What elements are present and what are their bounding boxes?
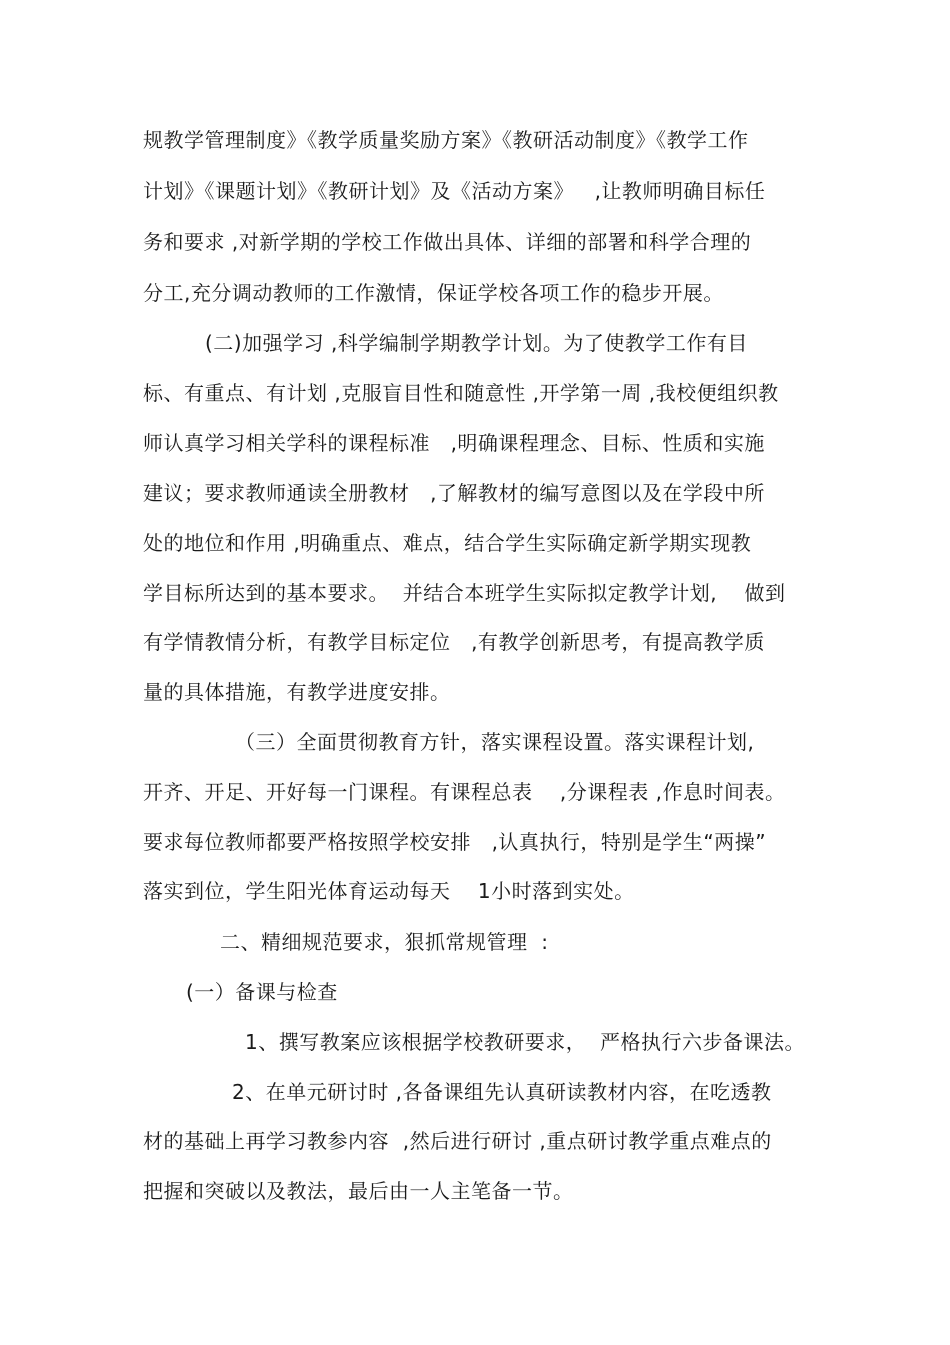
paragraph-line-12: 量的具体措施，有教学进度安排。 (143, 680, 451, 704)
paragraph-line-8: 建议；要求教师通读全册教材 ,了解教材的编写意图以及在学段中所 (143, 481, 765, 505)
paragraph-line-11: 有学情教情分析，有教学目标定位 ,有教学创新思考，有提高教学质 (143, 630, 765, 654)
paragraph-line-2: 计划》《课题计划》《教研计划》及《活动方案》 ,让教师明确目标任 (143, 179, 766, 203)
list-item-1: 1、撰写教案应该根据学校教研要求， 严格执行六步备课法。 (245, 1030, 805, 1054)
paragraph-line-21: 材的基础上再学习教参内容 ,然后进行研讨 ,重点研讨教学重点难点的 (143, 1129, 772, 1153)
paragraph-line-22: 把握和突破以及教法，最后由一人主笔备一节。 (143, 1179, 574, 1203)
section-heading-3-line: （三）全面贯彻教育方针，落实课程设置。落实课程计划, (235, 730, 755, 754)
paragraph-line-1: 规教学管理制度》《教学质量奖励方案》《教研活动制度》《教学工作 (143, 128, 749, 152)
subsection-heading-prep: (一）备课与检查 (186, 980, 338, 1004)
paragraph-line-6: 标、有重点、有计划 ,克服盲目性和随意性 ,开学第一周 ,我校便组织教 (143, 381, 779, 405)
paragraph-line-10: 学目标所达到的基本要求。 并结合本班学生实际拟定教学计划, 做到 (143, 581, 786, 605)
paragraph-line-4: 分工,充分调动教师的工作激情，保证学校各项工作的稳步开展。 (143, 281, 724, 305)
list-item-2: 2、在单元研讨时 ,各备课组先认真研读教材内容，在吃透教 (232, 1080, 772, 1104)
paragraph-line-7: 师认真学习相关学科的课程标准 ,明确课程理念、目标、性质和实施 (143, 431, 765, 455)
paragraph-line-16: 落实到位，学生阳光体育运动每天 1小时落到实处。 (143, 879, 635, 903)
chapter-heading-2: 二、精细规范要求，狠抓常规管理 : (220, 930, 549, 954)
paragraph-line-15: 要求每位教师都要严格按照学校安排 ,认真执行，特别是学生“两操” (143, 830, 767, 854)
paragraph-line-9: 处的地位和作用 ,明确重点、难点，结合学生实际确定新学期实现教 (143, 531, 752, 555)
section-heading-2-line: (二)加强学习 ,科学编制学期教学计划。为了使教学工作有目 (205, 331, 748, 355)
paragraph-line-14: 开齐、开足、开好每一门课程。有课程总表 ,分课程表 ,作息时间表。 (143, 780, 786, 804)
paragraph-line-3: 务和要求 ,对新学期的学校工作做出具体、详细的部署和科学合理的 (143, 230, 752, 254)
